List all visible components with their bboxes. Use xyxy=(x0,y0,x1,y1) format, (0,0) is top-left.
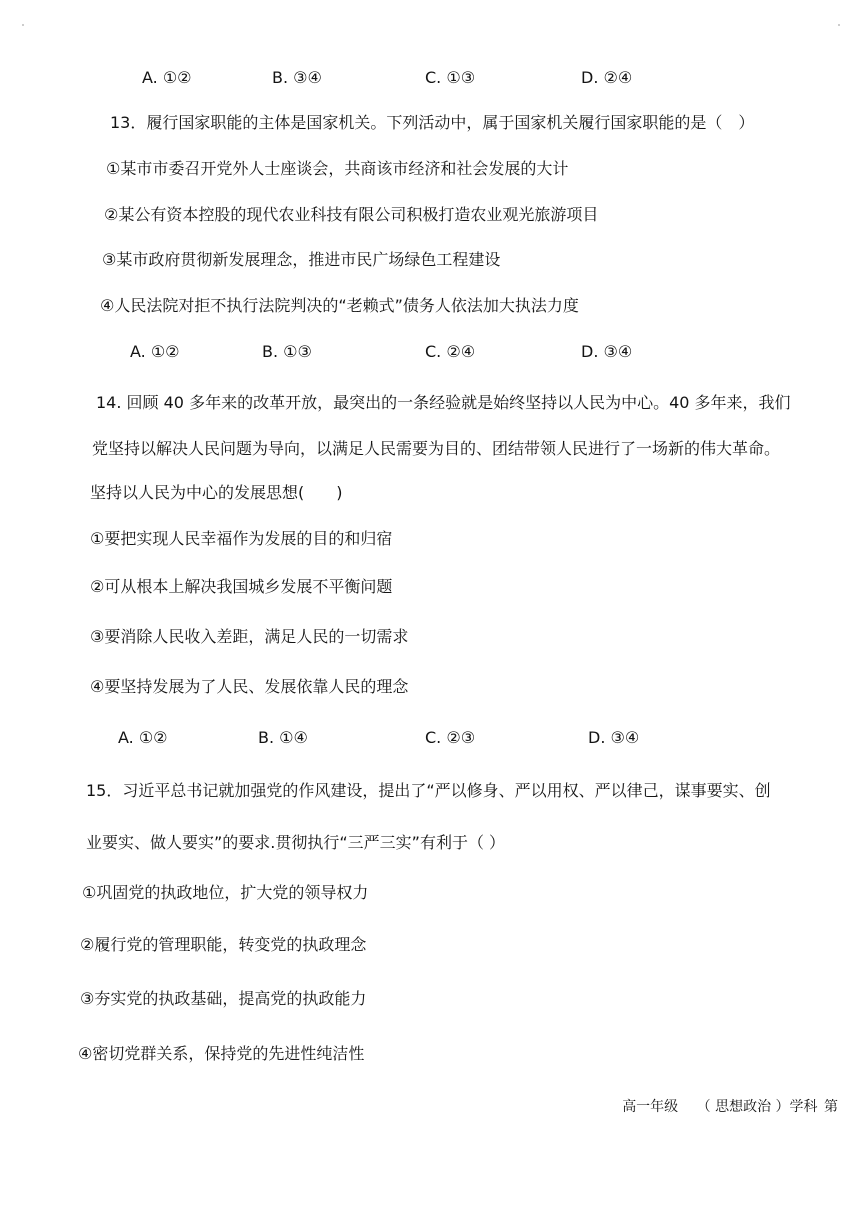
q14-option-b: B. ①④ xyxy=(258,728,308,747)
footer-grade: 高一年级 xyxy=(622,1099,679,1115)
q14-option-d: D. ③④ xyxy=(588,728,640,747)
q12-option-b: B. ③④ xyxy=(272,68,322,87)
q14-item-3: ③要消除人民收入差距，满足人民的一切需求 xyxy=(90,627,409,646)
q13-item-1: ①某市市委召开党外人士座谈会，共商该市经济和社会发展的大计 xyxy=(106,159,569,178)
q14-stem-line-3: 坚持以人民为中心的发展思想( ) xyxy=(90,483,343,502)
footer-subject: （ 思想政治 ）学科 xyxy=(696,1099,818,1115)
q15-item-3: ③夯实党的执政基础，提高党的执政能力 xyxy=(80,989,367,1008)
q13-option-d: D. ③④ xyxy=(581,342,633,361)
q14-item-2: ②可从根本上解决我国城乡发展不平衡问题 xyxy=(90,577,393,596)
q12-option-a: A. ①② xyxy=(142,68,192,87)
q13-option-c: C. ②④ xyxy=(425,342,476,361)
q15-item-4: ④密切党群关系，保持党的先进性纯洁性 xyxy=(78,1044,365,1063)
scan-speck xyxy=(22,24,24,26)
q13-options xyxy=(0,342,860,366)
q13-item-4: ④人民法院对拒不执行法院判决的“老赖式”债务人依法加大执法力度 xyxy=(100,296,579,315)
q13-option-b: B. ①③ xyxy=(262,342,312,361)
q13-stem: 13．履行国家职能的主体是国家机关。下列活动中，属于国家机关履行国家职能的是（ ） xyxy=(110,113,755,132)
q14-stem-line-2: 党坚持以解决人民问题为导向，以满足人民需要为目的、团结带领人民进行了一场新的伟大革命。 xyxy=(92,439,781,458)
q13-item-2: ②某公有资本控股的现代农业科技有限公司积极打造农业观光旅游项目 xyxy=(104,205,599,224)
q14-options xyxy=(0,728,860,752)
q13-item-3: ③某市政府贯彻新发展理念，推进市民广场绿色工程建设 xyxy=(102,250,501,269)
q15-stem-line-1: 15．习近平总书记就加强党的作风建设，提出了“严以修身、严以用权、严以律己，谋事要实、创 xyxy=(86,781,771,800)
q15-stem-line-2: 业要实、做人要实”的要求.贯彻执行“三严三实”有利于（ ） xyxy=(86,833,506,852)
q14-item-4: ④要坚持发展为了人民、发展依靠人民的理念 xyxy=(90,677,409,696)
q14-option-a: A. ①② xyxy=(118,728,168,747)
q12-option-c: C. ①③ xyxy=(425,68,476,87)
q14-option-c: C. ②③ xyxy=(425,728,476,747)
q12-option-d: D. ②④ xyxy=(581,68,633,87)
footer-trailing: 第 xyxy=(824,1099,838,1115)
page-footer xyxy=(608,1096,838,1116)
q12-options xyxy=(0,68,860,92)
scan-speck xyxy=(838,24,840,26)
q15-item-2: ②履行党的管理职能，转变党的执政理念 xyxy=(80,935,367,954)
q14-stem-line-1: 14. 回顾 40 多年来的改革开放，最突出的一条经验就是始终坚持以人民为中心。40 多年来，我们 xyxy=(96,393,791,412)
q15-item-1: ①巩固党的执政地位，扩大党的领导权力 xyxy=(82,883,369,902)
q14-item-1: ①要把实现人民幸福作为发展的目的和归宿 xyxy=(90,529,393,548)
q13-option-a: A. ①② xyxy=(130,342,180,361)
